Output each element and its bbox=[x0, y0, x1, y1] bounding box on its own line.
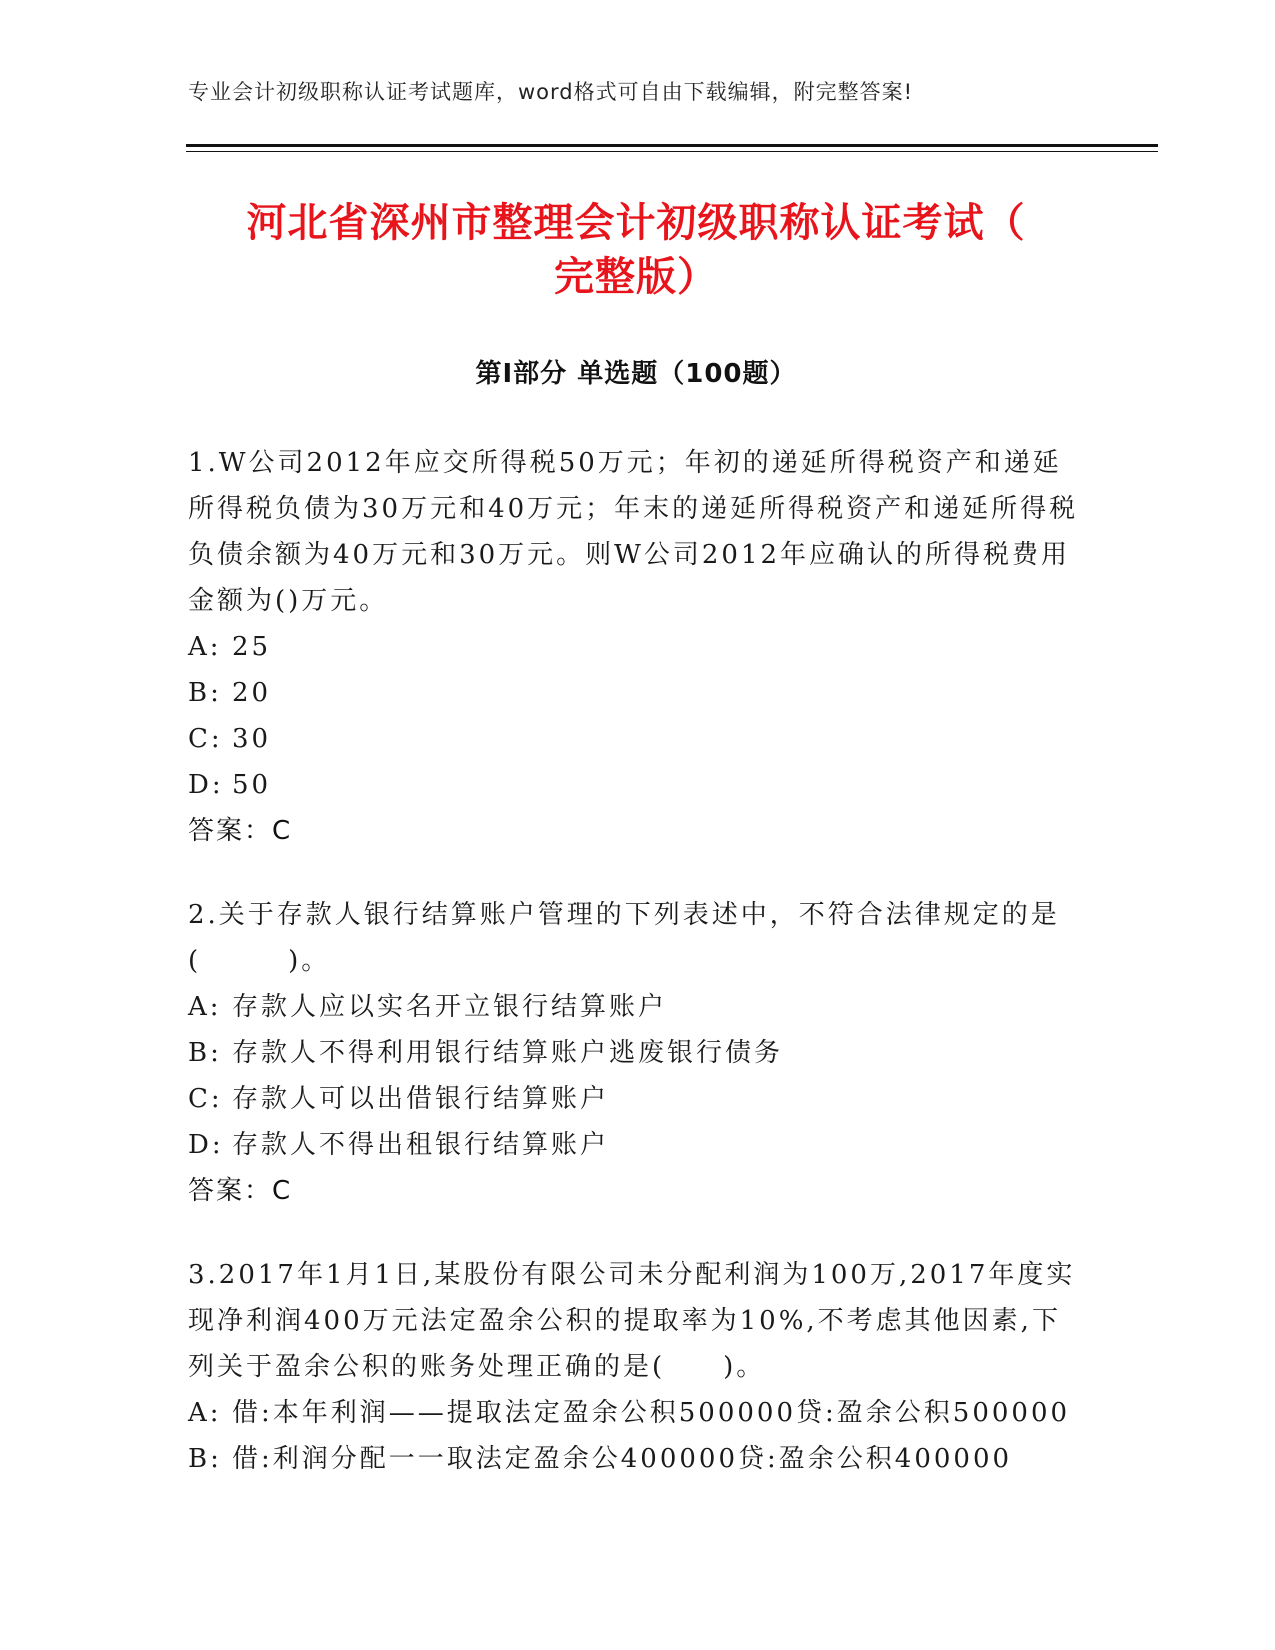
option-letter: A: bbox=[188, 632, 222, 662]
option-text: 存款人可以出借银行结算账户 bbox=[232, 1084, 610, 1114]
question-1 bbox=[188, 440, 1088, 854]
option-text: 借:本年利润——提取法定盈余公积500000贷:盈余公积500000 bbox=[232, 1398, 1071, 1428]
option-d bbox=[188, 1122, 1088, 1168]
option-text: 存款人不得利用银行结算账户逃废银行债务 bbox=[232, 1038, 784, 1068]
option-text: 存款人不得出租银行结算账户 bbox=[232, 1130, 610, 1160]
section-title: 第I部分 单选题（100题） bbox=[475, 359, 797, 389]
option-a bbox=[188, 1390, 1088, 1436]
option-letter: A: bbox=[188, 992, 222, 1022]
option-c bbox=[188, 716, 1088, 762]
question-stem: 2.关于存款人银行结算账户管理的下列表述中，不符合法律规定的是( )。 bbox=[188, 900, 1060, 976]
document-title bbox=[186, 196, 1086, 304]
option-text: 50 bbox=[232, 770, 272, 800]
option-letter: C: bbox=[188, 1084, 223, 1114]
question-stem: 1.W公司2012年应交所得税50万元；年初的递延所得税资产和递延所得税负债为30万元和40万元；年末的递延所得税资产和递延所得税负债余额为40万元和30万元。则W公司2012年应确认的所得税费用金额为()万元。 bbox=[188, 448, 1079, 616]
header-note: 专业会计初级职称认证考试题库，word格式可自由下载编辑，附完整答案! bbox=[188, 80, 914, 104]
option-b bbox=[188, 670, 1088, 716]
option-a bbox=[188, 984, 1088, 1030]
answer-line: 答案：C bbox=[188, 816, 293, 846]
option-b bbox=[188, 1436, 1088, 1482]
option-text: 30 bbox=[232, 724, 272, 754]
option-letter: B: bbox=[188, 678, 222, 708]
option-letter: C: bbox=[188, 724, 223, 754]
option-text: 借:利润分配一一取法定盈余公400000贷:盈余公积400000 bbox=[232, 1444, 1013, 1474]
option-text: 存款人应以实名开立银行结算账户 bbox=[232, 992, 668, 1022]
option-d bbox=[188, 762, 1088, 808]
answer-line: 答案：C bbox=[188, 1176, 293, 1206]
question-3 bbox=[188, 1252, 1088, 1482]
option-letter: D: bbox=[188, 770, 224, 800]
option-text: 20 bbox=[232, 678, 272, 708]
option-letter: B: bbox=[188, 1444, 222, 1474]
option-text: 25 bbox=[232, 632, 272, 662]
option-letter: B: bbox=[188, 1038, 222, 1068]
option-c bbox=[188, 1076, 1088, 1122]
document-title-line2: 完整版） bbox=[554, 254, 718, 300]
document-title-line1: 河北省深州市整理会计初级职称认证考试（ bbox=[246, 200, 1026, 246]
question-list bbox=[188, 440, 1088, 1520]
header-rule-thin bbox=[186, 151, 1158, 152]
option-a bbox=[188, 624, 1088, 670]
question-stem: 3.2017年1月1日,某股份有限公司未分配利润为100万,2017年度实现净利润400万元法定盈余公积的提取率为10%,不考虑其他因素,下列关于盈余公积的账务处理正确的是( )。 bbox=[188, 1260, 1076, 1382]
option-b bbox=[188, 1030, 1088, 1076]
option-letter: A: bbox=[188, 1398, 222, 1428]
question-2 bbox=[188, 892, 1088, 1214]
option-letter: D: bbox=[188, 1130, 224, 1160]
header-rule-thick bbox=[186, 144, 1158, 147]
